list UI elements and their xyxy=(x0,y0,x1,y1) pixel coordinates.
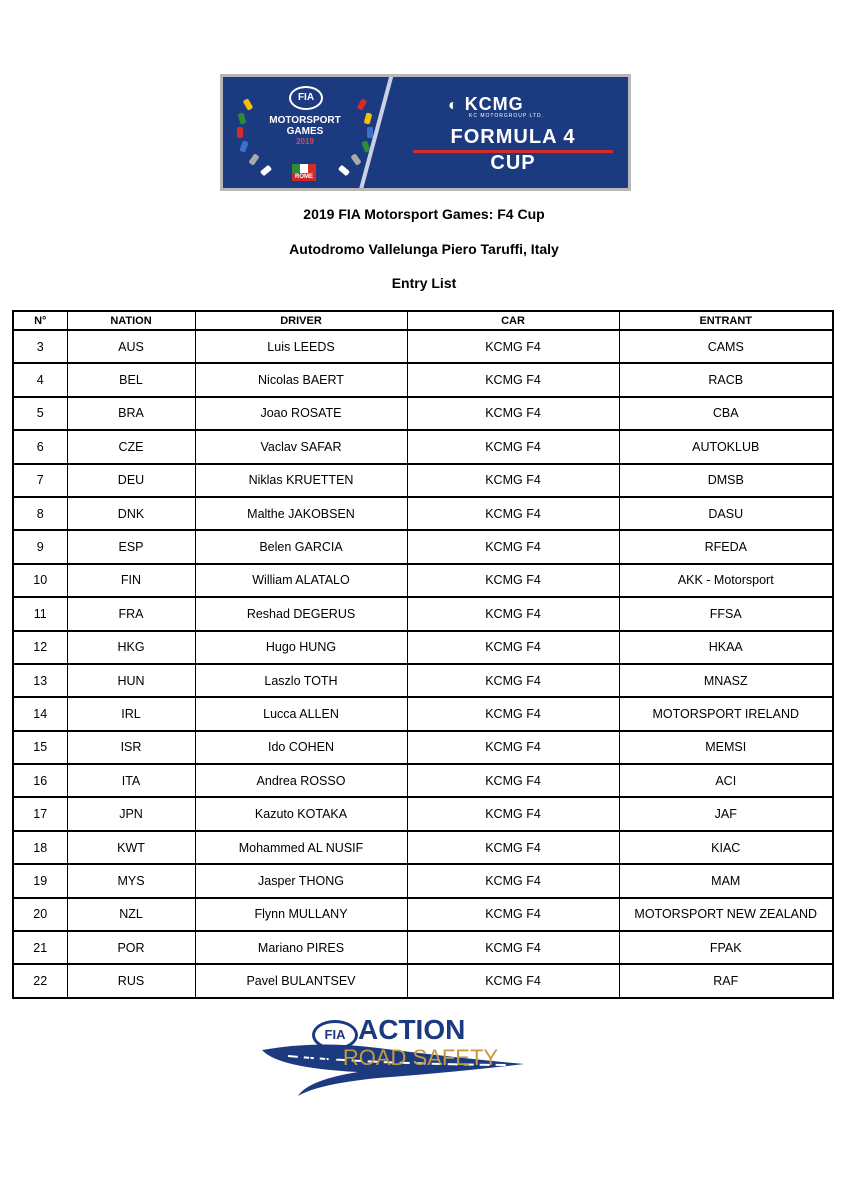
cell-car: KCMG F4 xyxy=(407,464,619,497)
banner-background xyxy=(223,77,628,188)
cell-entrant: MNASZ xyxy=(619,664,833,697)
cell-number: 19 xyxy=(13,864,67,897)
cell-nation: DNK xyxy=(67,497,195,530)
table-row xyxy=(13,864,833,897)
table-row xyxy=(13,330,833,363)
cell-nation: NZL xyxy=(67,898,195,931)
cell-entrant: AKK - Motorsport xyxy=(619,564,833,597)
cell-driver: Belen GARCIA xyxy=(195,530,407,563)
italy-flag-icon xyxy=(292,161,316,171)
table-row xyxy=(13,731,833,764)
cell-entrant: RFEDA xyxy=(619,530,833,563)
cell-nation: JPN xyxy=(67,797,195,830)
cell-nation: BRA xyxy=(67,397,195,430)
cell-number: 10 xyxy=(13,564,67,597)
cell-number: 14 xyxy=(13,697,67,730)
kcmg-swirl-icon: ◐ xyxy=(448,97,459,114)
cell-car: KCMG F4 xyxy=(407,564,619,597)
cell-car: KCMG F4 xyxy=(407,931,619,964)
cell-entrant: KIAC xyxy=(619,831,833,864)
cell-entrant: DMSB xyxy=(619,464,833,497)
cell-nation: POR xyxy=(67,931,195,964)
cell-driver: William ALATALO xyxy=(195,564,407,597)
cell-number: 16 xyxy=(13,764,67,797)
cell-number: 11 xyxy=(13,597,67,630)
fia-emblem: FIA xyxy=(289,86,323,110)
cell-number: 5 xyxy=(13,397,67,430)
cell-nation: DEU xyxy=(67,464,195,497)
cell-nation: CZE xyxy=(67,430,195,463)
cell-driver: Andrea ROSSO xyxy=(195,764,407,797)
event-banner-logo xyxy=(220,74,631,191)
cell-number: 15 xyxy=(13,731,67,764)
cell-number: 20 xyxy=(13,898,67,931)
cell-entrant: CBA xyxy=(619,397,833,430)
cell-nation: ISR xyxy=(67,731,195,764)
cell-driver: Lucca ALLEN xyxy=(195,697,407,730)
table-body xyxy=(13,330,833,998)
cell-nation: AUS xyxy=(67,330,195,363)
cell-nation: HUN xyxy=(67,664,195,697)
table-row xyxy=(13,664,833,697)
table-row xyxy=(13,430,833,463)
cell-car: KCMG F4 xyxy=(407,797,619,830)
table-header-row xyxy=(13,311,833,330)
cell-number: 9 xyxy=(13,530,67,563)
cell-nation: MYS xyxy=(67,864,195,897)
cell-car: KCMG F4 xyxy=(407,597,619,630)
cell-driver: Pavel BULANTSEV xyxy=(195,964,407,997)
cell-car: KCMG F4 xyxy=(407,731,619,764)
table-row xyxy=(13,931,833,964)
cell-entrant: MAM xyxy=(619,864,833,897)
fia-emblem-small: FIA xyxy=(312,1020,358,1050)
cell-entrant: FFSA xyxy=(619,597,833,630)
cell-entrant: MOTORSPORT NEW ZEALAND xyxy=(619,898,833,931)
cell-car: KCMG F4 xyxy=(407,898,619,931)
table-row xyxy=(13,797,833,830)
cell-driver: Laszlo TOTH xyxy=(195,664,407,697)
cell-entrant: CAMS xyxy=(619,330,833,363)
table-row xyxy=(13,363,833,396)
kcmg-subtitle: KC MOTORGROUP LTD. xyxy=(469,113,544,119)
document-title: 2019 FIA Motorsport Games: F4 Cup xyxy=(303,206,545,222)
cell-car: KCMG F4 xyxy=(407,864,619,897)
cell-entrant: FPAK xyxy=(619,931,833,964)
cell-entrant: JAF xyxy=(619,797,833,830)
cell-entrant: MEMSI xyxy=(619,731,833,764)
entry-list-table xyxy=(12,310,834,999)
cell-driver: Jasper THONG xyxy=(195,864,407,897)
cell-number: 21 xyxy=(13,931,67,964)
doc-type-title: Entry List xyxy=(391,275,457,291)
cell-driver: Malthe JAKOBSEN xyxy=(195,497,407,530)
column-header-number: N° xyxy=(13,311,67,330)
cell-car: KCMG F4 xyxy=(407,330,619,363)
cell-nation: BEL xyxy=(67,363,195,396)
cell-driver: Mariano PIRES xyxy=(195,931,407,964)
table-row xyxy=(13,964,833,997)
cell-driver: Kazuto KOTAKA xyxy=(195,797,407,830)
cell-entrant: RACB xyxy=(619,363,833,396)
cell-car: KCMG F4 xyxy=(407,497,619,530)
cell-car: KCMG F4 xyxy=(407,530,619,563)
cell-car: KCMG F4 xyxy=(407,764,619,797)
games-city: ROME xyxy=(292,173,316,181)
table-row xyxy=(13,397,833,430)
table-row xyxy=(13,597,833,630)
cell-car: KCMG F4 xyxy=(407,363,619,396)
cell-number: 12 xyxy=(13,631,67,664)
cell-car: KCMG F4 xyxy=(407,664,619,697)
column-header-driver: DRIVER xyxy=(195,311,407,330)
venue-title: Autodromo Vallelunga Piero Taruffi, Italy xyxy=(289,241,559,257)
cell-driver: Mohammed AL NUSIF xyxy=(195,831,407,864)
cell-nation: KWT xyxy=(67,831,195,864)
table-row xyxy=(13,464,833,497)
cell-nation: HKG xyxy=(67,631,195,664)
cell-entrant: AUTOKLUB xyxy=(619,430,833,463)
cell-driver: Hugo HUNG xyxy=(195,631,407,664)
table-row xyxy=(13,564,833,597)
cell-car: KCMG F4 xyxy=(407,397,619,430)
cell-nation: FIN xyxy=(67,564,195,597)
cell-entrant: ACI xyxy=(619,764,833,797)
road-safety-label: ROAD SAFETY xyxy=(342,1045,499,1070)
cell-number: 22 xyxy=(13,964,67,997)
column-header-car: CAR xyxy=(407,311,619,330)
cell-number: 6 xyxy=(13,430,67,463)
cell-entrant: RAF xyxy=(619,964,833,997)
motorsport-games-text: MOTORSPORT GAMES xyxy=(269,115,341,137)
cell-driver: Niklas KRUETTEN xyxy=(195,464,407,497)
kcmg-logo: ◐ KCMG xyxy=(448,94,524,114)
cell-nation: RUS xyxy=(67,964,195,997)
road-safety-text xyxy=(308,1045,498,1071)
cell-driver: Joao ROSATE xyxy=(195,397,407,430)
cell-driver: Luis LEEDS xyxy=(195,330,407,363)
table-row xyxy=(13,530,833,563)
cell-driver: Flynn MULLANY xyxy=(195,898,407,931)
cell-car: KCMG F4 xyxy=(407,831,619,864)
cell-car: KCMG F4 xyxy=(407,430,619,463)
cell-entrant: HKAA xyxy=(619,631,833,664)
table-row xyxy=(13,497,833,530)
table-row xyxy=(13,631,833,664)
cell-driver: Nicolas BAERT xyxy=(195,363,407,396)
cell-driver: Reshad DEGERUS xyxy=(195,597,407,630)
cell-nation: FRA xyxy=(67,597,195,630)
cell-entrant: MOTORSPORT IRELAND xyxy=(619,697,833,730)
table-row xyxy=(13,898,833,931)
cell-number: 7 xyxy=(13,464,67,497)
cell-driver: Vaclav SAFAR xyxy=(195,430,407,463)
formula-4-title: FORMULA 4 xyxy=(450,126,576,148)
cell-car: KCMG F4 xyxy=(407,964,619,997)
column-header-entrant: ENTRANT xyxy=(619,311,833,330)
cell-nation: IRL xyxy=(67,697,195,730)
cell-car: KCMG F4 xyxy=(407,697,619,730)
cell-entrant: DASU xyxy=(619,497,833,530)
cell-number: 17 xyxy=(13,797,67,830)
cell-driver: Ido COHEN xyxy=(195,731,407,764)
for-text: FOR xyxy=(308,1052,338,1068)
table-row xyxy=(13,697,833,730)
cell-number: 18 xyxy=(13,831,67,864)
cell-number: 4 xyxy=(13,363,67,396)
cell-number: 13 xyxy=(13,664,67,697)
column-header-nation: NATION xyxy=(67,311,195,330)
cup-title: CUP xyxy=(490,152,536,174)
cell-car: KCMG F4 xyxy=(407,631,619,664)
action-text: ACTION xyxy=(358,1014,466,1045)
cell-number: 8 xyxy=(13,497,67,530)
cell-nation: ESP xyxy=(67,530,195,563)
table-row xyxy=(13,764,833,797)
cell-number: 3 xyxy=(13,330,67,363)
games-year: 2019 xyxy=(296,137,314,146)
table-row xyxy=(13,831,833,864)
cell-nation: ITA xyxy=(67,764,195,797)
